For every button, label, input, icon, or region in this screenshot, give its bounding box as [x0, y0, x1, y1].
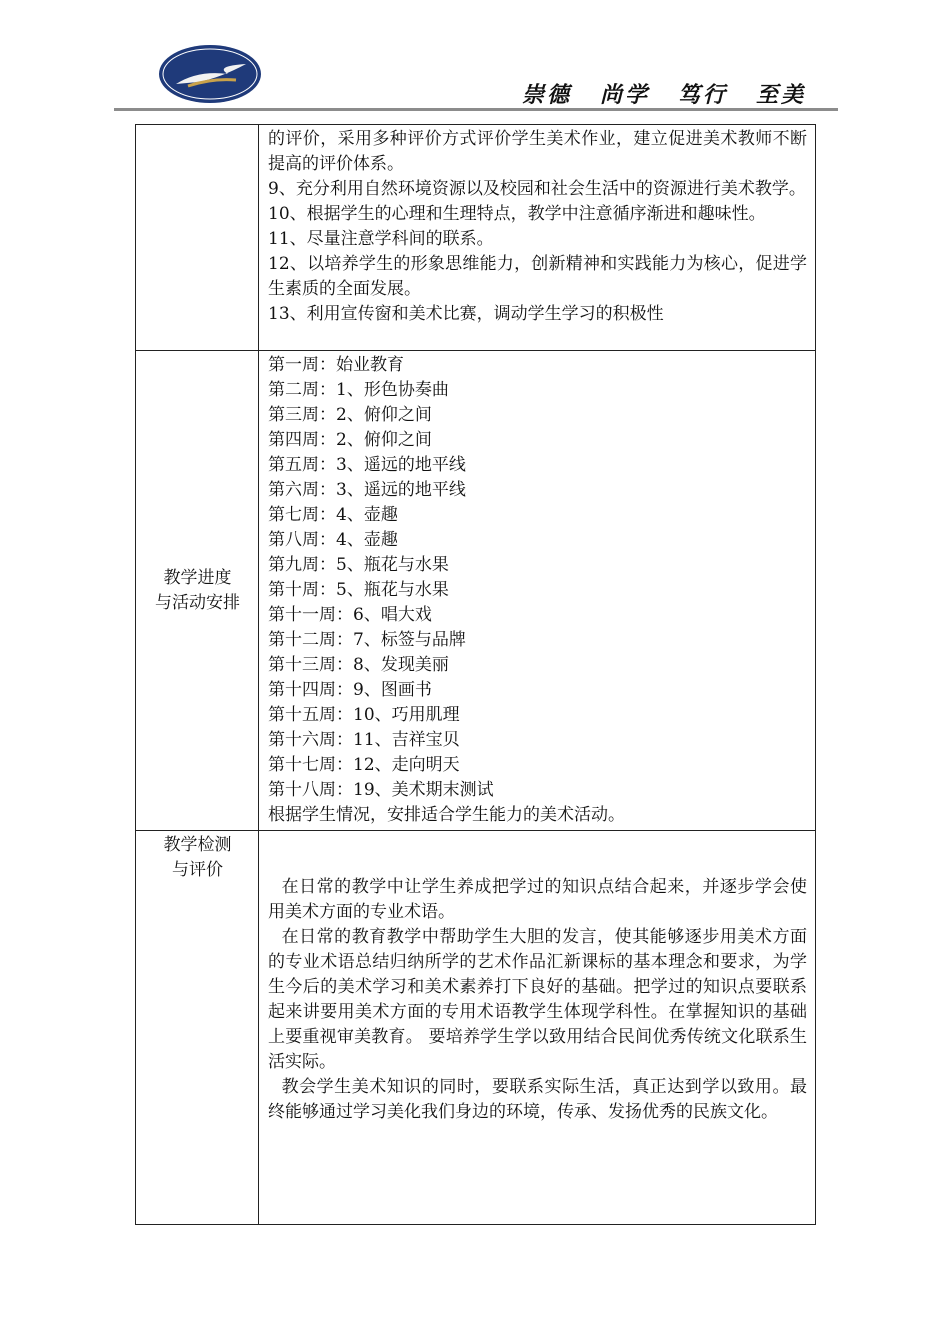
- list-item: 第四周：2、俯仰之间: [268, 430, 432, 450]
- list-item: 第五周：3、遥远的地平线: [268, 455, 466, 475]
- list-item: 根据学生情况，安排适合学生能力的美术活动。: [268, 805, 625, 825]
- list-item: 9、充分利用自然环境资源以及校园和社会生活中的资源进行美术教学。: [268, 179, 806, 199]
- label-line: 与活动安排: [155, 592, 240, 613]
- list-item: 12、以培养学生的形象思维能力，创新精神和实践能力为核心，促进学生素质的全面发展。: [268, 254, 807, 299]
- row-label-evaluation: [136, 831, 259, 1225]
- list-item: 第三周：2、俯仰之间: [268, 405, 432, 425]
- list-item: 第十周：5、瓶花与水果: [268, 580, 449, 600]
- row-content: [259, 351, 816, 831]
- motto-word: 尚学: [599, 82, 650, 108]
- list-item: 第十一周：6、唱大戏: [268, 605, 432, 625]
- row-content: [259, 831, 816, 1225]
- label-line: 与评价: [172, 860, 223, 880]
- list-item: 第六周：3、遥远的地平线: [268, 480, 466, 500]
- school-motto: [522, 78, 806, 109]
- row-content: [259, 125, 816, 351]
- list-item: 第七周：4、壶趣: [268, 505, 398, 525]
- list-item: 第十二周：7、标签与品牌: [268, 630, 466, 650]
- list-item: 第九周：5、瓶花与水果: [268, 555, 449, 575]
- row-label-schedule: [136, 351, 259, 831]
- list-item: 第一周：始业教育: [268, 355, 404, 375]
- list-item: 的评价，采用多种评价方式评价学生美术作业，建立促进美术教师不断提高的评价体系。: [268, 129, 807, 174]
- school-emblem-logo: [158, 44, 262, 104]
- table-row: [136, 351, 816, 831]
- motto-word: 笃行: [677, 82, 728, 108]
- list-item: 第十五周：10、巧用肌理: [268, 705, 460, 725]
- paragraph: 在日常的教育教学中帮助学生大胆的发言，使其能够逐步用美术方面的专业术语总结归纳所学的艺术作品汇新课标的基本理念和要求，为学生今后的美术学习和美术素养打下良好的基础。把学过的知识点要联系起来讲要用美术方面的专用术语教学生体现学科性。在掌握知识的基础上要重视审美教育。 要培养学生学以致用结合民间优秀传统文化联系生活实际。: [268, 927, 807, 1072]
- paragraph: 在日常的教学中让学生养成把学过的知识点结合起来，并逐步学会使用美术方面的专业术语。: [268, 877, 807, 922]
- list-item: 第十七周：12、走向明天: [268, 755, 460, 775]
- list-item: 第十六周：11、吉祥宝贝: [268, 730, 460, 750]
- row-label-empty: [136, 125, 259, 351]
- motto-word: 至美: [755, 82, 806, 108]
- list-item: 第十三周：8、发现美丽: [268, 655, 449, 675]
- list-item: 第十四周：9、图画书: [268, 680, 432, 700]
- header-divider: [114, 108, 838, 111]
- list-item: 10、根据学生的心理和生理特点，教学中注意循序渐进和趣味性。: [268, 204, 766, 224]
- label-line: 教学进度: [163, 567, 232, 588]
- table-row: [136, 831, 816, 1225]
- motto-word: 崇德: [521, 82, 572, 108]
- plan-table: [135, 124, 816, 1225]
- table-row: [136, 125, 816, 351]
- list-item: 第八周：4、壶趣: [268, 530, 398, 550]
- paragraph: 教会学生美术知识的同时，要联系实际生活，真正达到学以致用。最终能够通过学习美化我们身边的环境，传承、发扬优秀的民族文化。: [268, 1077, 807, 1122]
- list-item: 第十八周：19、美术期末测试: [268, 780, 494, 800]
- list-item: 11、尽量注意学科间的联系。: [268, 229, 494, 249]
- list-item: 13、利用宣传窗和美术比赛，调动学生学习的积极性: [268, 304, 664, 324]
- list-item: 第二周：1、形色协奏曲: [268, 380, 449, 400]
- label-line: 教学检测: [163, 835, 232, 855]
